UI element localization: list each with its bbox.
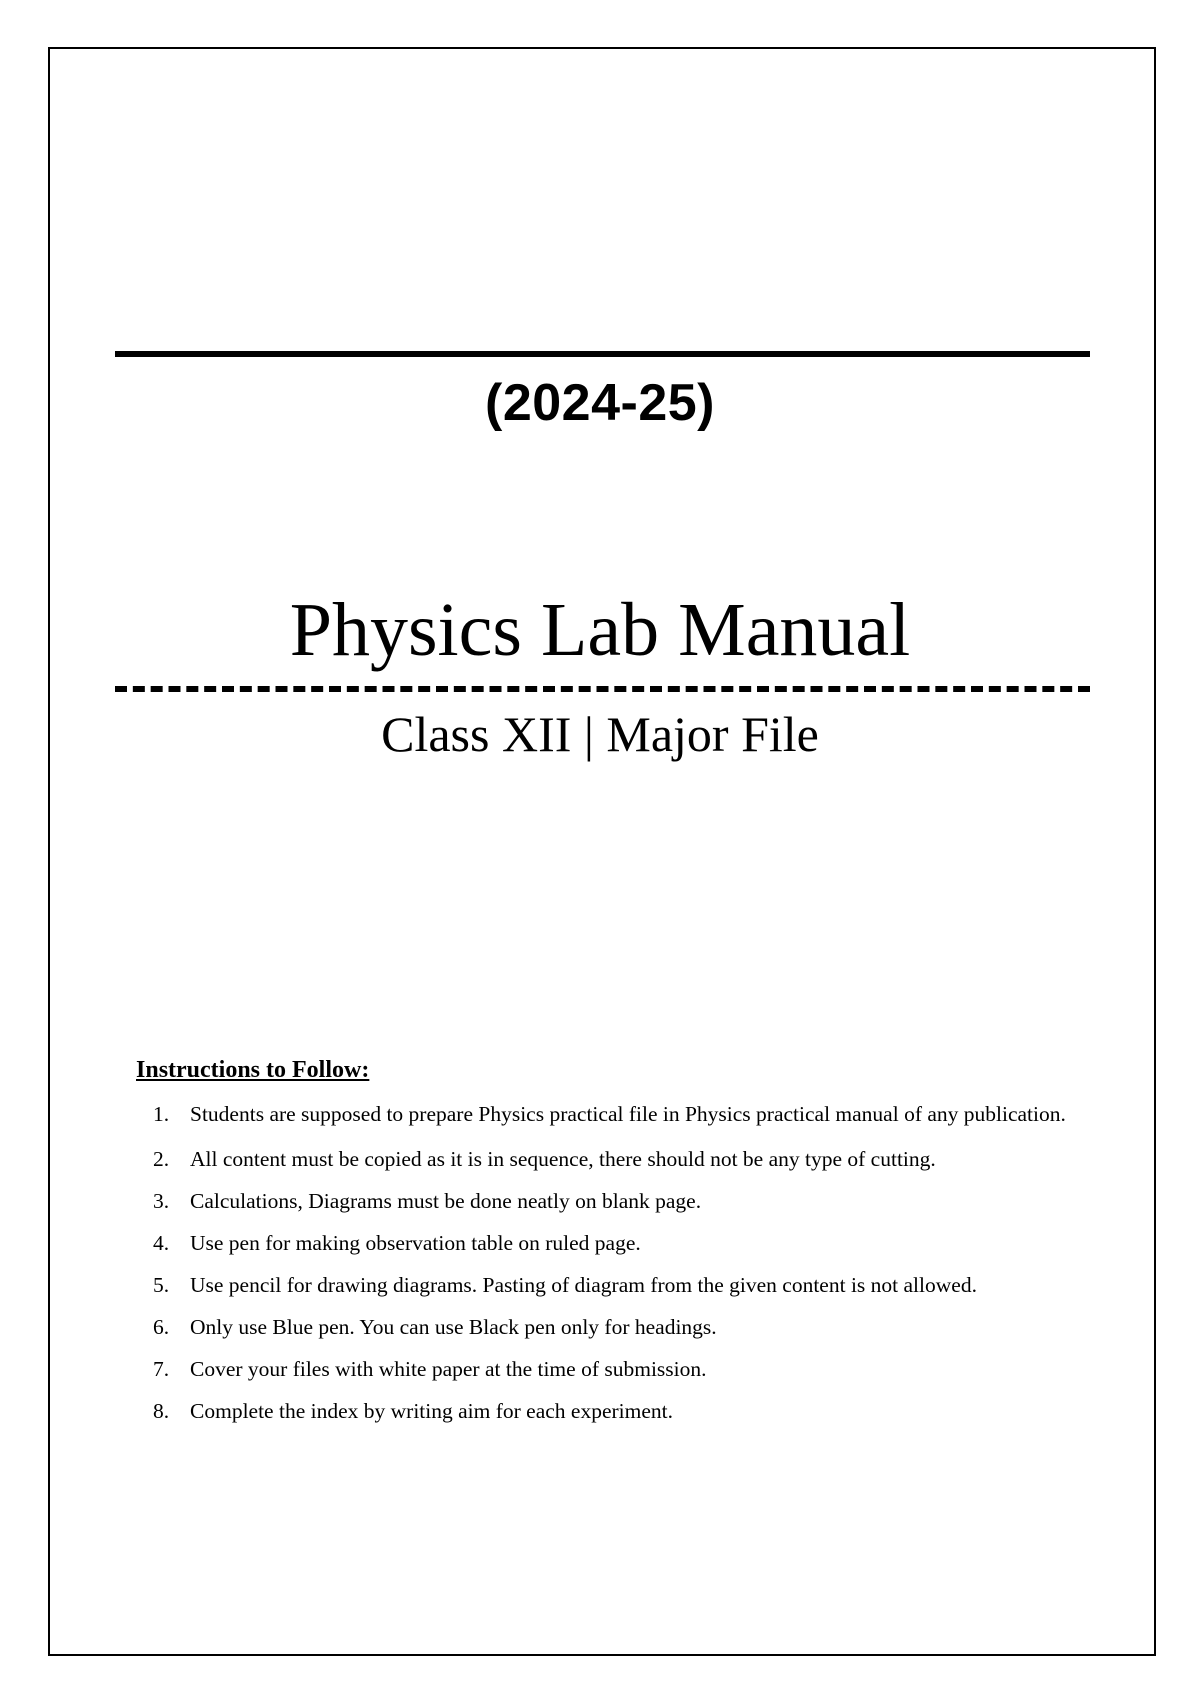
instruction-item	[148, 1098, 1068, 1130]
instruction-number: 4.	[153, 1231, 170, 1255]
instruction-number: 6.	[153, 1315, 170, 1339]
instruction-item	[148, 1138, 1068, 1180]
instruction-item	[148, 1180, 1068, 1222]
instruction-number: 7.	[153, 1357, 170, 1381]
instruction-item	[148, 1306, 1068, 1348]
page-subtitle: Class XII | Major File	[381, 706, 819, 762]
instruction-item	[148, 1222, 1068, 1264]
instructions-heading: Instructions to Follow:	[136, 1057, 370, 1083]
instruction-text: All content must be copied as it is in sequence, there should not be any type of cutting.	[190, 1147, 936, 1171]
dashed-divider	[115, 686, 1090, 692]
instruction-text: Complete the index by writing aim for each experiment.	[190, 1399, 674, 1423]
instruction-item	[148, 1348, 1068, 1390]
instruction-number: 1.	[153, 1102, 170, 1126]
instruction-text: Calculations, Diagrams must be done neatly on blank page.	[190, 1189, 702, 1213]
instruction-item	[148, 1390, 1068, 1432]
academic-year: (2024-25)	[485, 374, 715, 432]
instruction-item	[148, 1264, 1068, 1306]
instructions-list	[148, 1098, 1068, 1432]
instruction-number: 8.	[153, 1399, 170, 1423]
page-title: Physics Lab Manual	[289, 588, 911, 672]
instruction-text: Only use Blue pen. You can use Black pen only for headings.	[190, 1315, 717, 1339]
instruction-text: Use pen for making observation table on ruled page.	[190, 1231, 641, 1255]
instruction-number: 5.	[153, 1273, 170, 1297]
instruction-number: 2.	[153, 1147, 170, 1171]
instruction-number: 3.	[153, 1189, 170, 1213]
instruction-text: Students are supposed to prepare Physics practical file in Physics practical manual of any publication.	[190, 1102, 1066, 1126]
instruction-text: Cover your files with white paper at the time of submission.	[190, 1357, 707, 1381]
instruction-text: Use pencil for drawing diagrams. Pasting of diagram from the given content is not allowed.	[190, 1273, 977, 1297]
top-rule	[115, 351, 1090, 357]
